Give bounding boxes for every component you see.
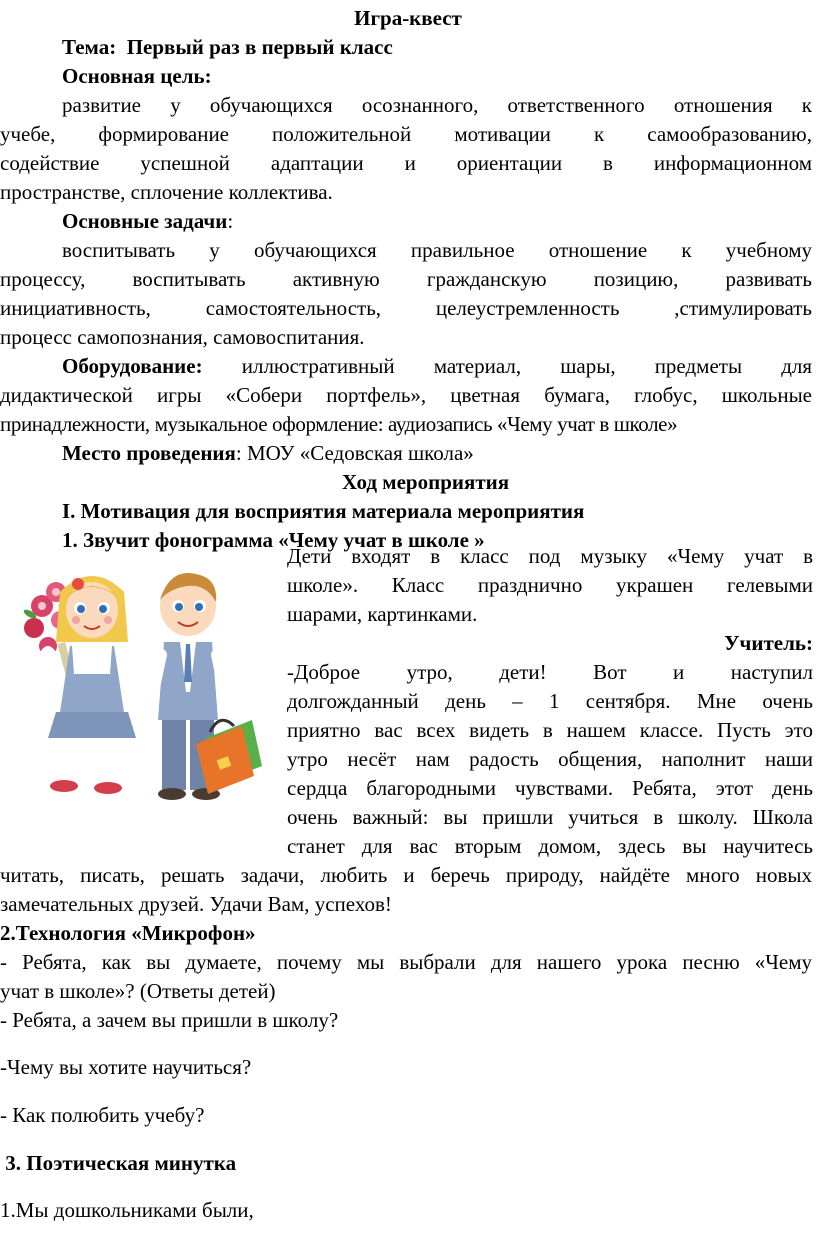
equipment-line-1: Оборудование: иллюстративный материал, шары, предметы для xyxy=(62,354,813,378)
speech-line-6: очень важный: вы пришли учиться в школу. Школа xyxy=(287,805,813,829)
tasks-heading: Основные задачи: xyxy=(62,209,234,233)
place-value: : МОУ «Седовская школа» xyxy=(235,441,474,465)
section-1-heading: I. Мотивация для восприятия материала мероприятия xyxy=(62,499,585,523)
speech-line-5: сердца благородными чувствами. Ребята, этот день xyxy=(287,776,813,800)
equipment-label: Оборудование: xyxy=(62,354,203,378)
place-label: Место проведения xyxy=(62,441,236,465)
goal-line-3: содействие успешной адаптации и ориентации в информационном xyxy=(0,151,812,175)
speech-line-7: станет для вас вторым домом, здесь вы научитесь xyxy=(287,834,813,858)
speech-full-line-1: читать, писать, решать задачи, любить и беречь природу, найдёте много новых xyxy=(0,863,812,887)
question-1-line-2: учат в школе»? (Ответы детей) xyxy=(0,979,276,1003)
equipment-line-2: дидактической игры «Собери портфель», цветная бумага, глобус, школьные xyxy=(0,383,812,407)
speech-full-line-2: замечательных друзей. Удачи Вам, успехов! xyxy=(0,892,392,916)
tasks-line-1: воспитывать у обучающихся правильное отношение к учебному xyxy=(62,238,812,262)
theme-value: Первый раз в первый класс xyxy=(126,35,393,59)
question-3: -Чему вы хотите научиться? xyxy=(0,1055,252,1079)
speech-line-4: утро несёт нам радость общения, наполнит наши xyxy=(287,747,813,771)
speech-line-2: долгожданный день – 1 сентября. Мне очень xyxy=(287,689,813,713)
question-2: - Ребята, а зачем вы пришли в школу? xyxy=(0,1008,339,1032)
equipment-line-3: принадлежности, музыкальное оформление: аудиозапись «Чему учат в школе» xyxy=(0,412,678,436)
intro-line-2: школе». Класс празднично украшен гелевыми xyxy=(287,573,813,597)
section-3-heading: 3. Поэтическая минутка xyxy=(0,1151,237,1175)
children-illustration xyxy=(20,562,270,818)
theme-line xyxy=(62,33,393,62)
speech-line-3: приятно вас всех видеть в нашем классе. Пусть это xyxy=(287,718,813,742)
place-line xyxy=(62,439,474,468)
tasks-line-4: процесс самопознания, самовоспитания. xyxy=(0,325,365,349)
speech-line-1: -Доброе утро, дети! Вот и наступил xyxy=(287,660,813,684)
theme-label: Тема: xyxy=(62,35,117,59)
intro-line-1: Дети входят в класс под музыку «Чему учат в xyxy=(287,544,813,568)
teacher-label: Учитель: xyxy=(724,631,813,655)
question-4: - Как полюбить учебу? xyxy=(0,1103,205,1127)
goal-heading: Основная цель: xyxy=(62,64,212,88)
section-2-heading: 2.Технология «Микрофон» xyxy=(0,921,256,945)
goal-line-1: развитие у обучающихся осознанного, ответственного отношения к xyxy=(62,93,812,117)
course-heading: Ход мероприятия xyxy=(342,470,510,494)
question-1-line-1: - Ребята, как вы думаете, почему мы выбрали для нашего урока песню «Чему xyxy=(0,950,812,974)
doc-title: Игра-квест xyxy=(354,6,462,30)
poem-line-1: 1.Мы дошкольниками были, xyxy=(0,1198,254,1222)
subsection-1-heading: 1. Звучит фонограмма «Чему учат в школе » xyxy=(62,528,485,552)
tasks-line-3: инициативность, самостоятельность, целеустремленность ,стимулировать xyxy=(0,296,812,320)
intro-line-3: шарами, картинками. xyxy=(287,602,478,626)
tasks-line-2: процессу, воспитывать активную гражданскую позицию, развивать xyxy=(0,267,812,291)
goal-line-4: пространстве, сплочение коллектива. xyxy=(0,180,333,204)
goal-line-2: учебе, формирование положительной мотивации к самообразованию, xyxy=(0,122,812,146)
